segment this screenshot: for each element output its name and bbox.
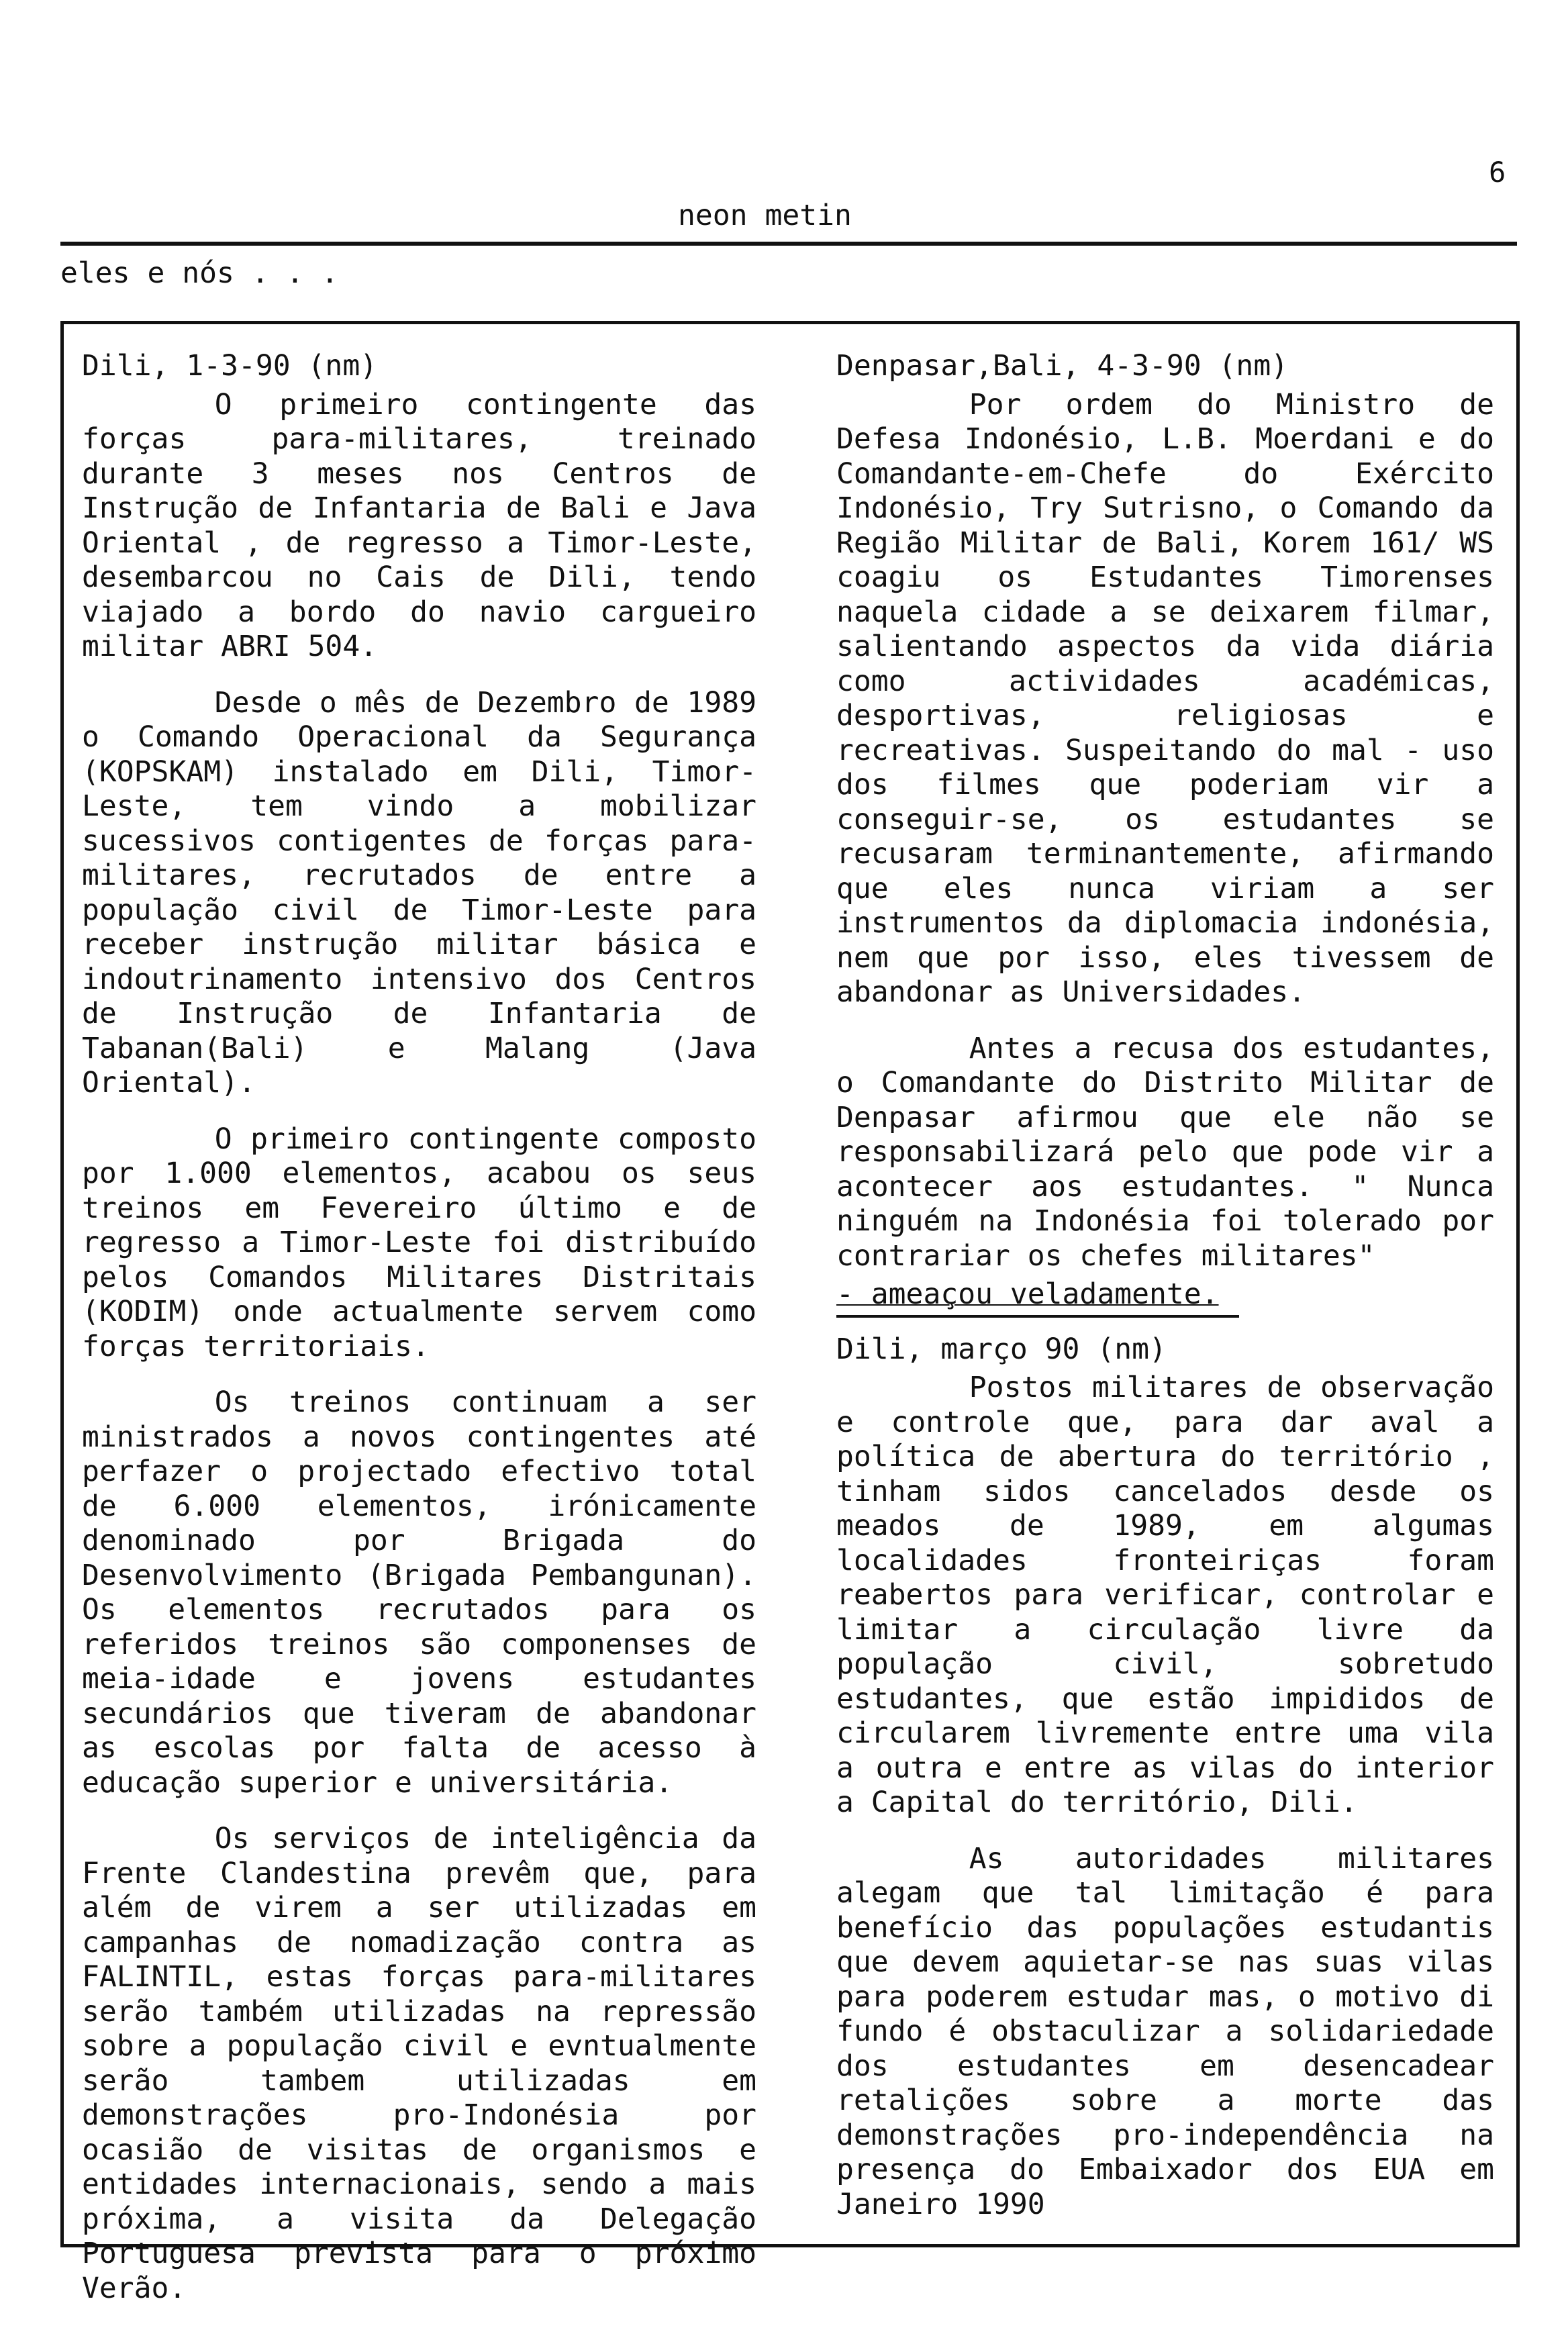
dateline: Denpasar,Bali, 4-3-90 (nm)	[836, 349, 1289, 383]
header-rule	[60, 242, 1517, 246]
publication-title: neon metin	[678, 199, 852, 232]
paragraph: Os treinos continuam a ser ministrados a novos contingentes até perfazer o projectado efectivo total de 6.000 elementos, irónicamente denominado por Brigada do Desenvolvimento (Brigada Pembangunan). Os elementos recrutados para os referidos treinos são componenses de meia-idade e jovens estudantes secundários que tiveram de abandonar as escolas por falta de acesso à educação superior e universitária.	[82, 1385, 756, 1800]
closing-line: - ameaçou veladamente.	[836, 1277, 1219, 1311]
paragraph: As autoridades militares alegam que tal limitação é para benefício das populações estudantis que devem aquietar-se nas suas vilas para poderem estudar mas, o motivo di fundo é obstaculizar a solidariedade dos estudantes em desencadear retalições sobre a morte das demonstrações pro-independência na presença do Embaixador dos EUA em Janeiro 1990	[836, 1841, 1494, 2221]
dateline: Dili, março 90 (nm)	[836, 1332, 1167, 1366]
left-column	[82, 349, 756, 2327]
paragraph: Antes a recusa dos estudantes, o Comandante do Distrito Militar de Denpasar afirmou que ele não se responsabilizará pelo que pode vir a acontecer aos estudantes. " Nunca ninguém na Indonésia foi tolerado por contrariar os chefes militares"	[836, 1031, 1494, 1273]
section-title: eles e nós . . .	[60, 256, 339, 290]
paragraph: Os serviços de inteligência da Frente Clandestina prevêm que, para além de virem a ser utilizadas em campanhas de nomadização contra as FALINTIL, estas forças para-militares serão também utilizadas na repressão sobre a população civil e evntualmente serão tambem utilizadas em demonstrações pro-Indonésia por ocasião de visitas de organismos e entidades internacionais, sendo a mais próxima, a visita da Delegação Portuguesa prevista para o próximo Verão.	[82, 1822, 756, 2305]
paragraph: Postos militares de observação e controle que, para dar aval a política de abertura do território , tinham sidos cancelados desde os meados de 1989, em algumas localidades fronteiriças foram reabertos para verificar, controlar e limitar a circulação livre da população civil, sobretudo estudantes, que estão impididos de circularem livremente entre uma vila a outra e entre as vilas do interior a Capital do território, Dili.	[836, 1371, 1494, 1819]
dateline: Dili, 1-3-90 (nm)	[82, 349, 378, 383]
paragraph: O primeiro contingente das forças para-militares, treinado durante 3 meses nos Centros de Instrução de Infantaria de Bali e Java Oriental , de regresso a Timor-Leste, desembarcou no Cais de Dili, tendo viajado a bordo do navio cargueiro militar ABRI 504.	[82, 387, 756, 663]
page-number: 6	[1489, 156, 1506, 189]
article-separator	[836, 1315, 1239, 1318]
paragraph: O primeiro contingente composto por 1.000 elementos, acabou os seus treinos em Fevereiro último e de regresso a Timor-Leste foi distribuído pelos Comandos Militares Distritais (KODIM) onde actualmente servem como forças territoriais.	[82, 1122, 756, 1363]
paragraph: Desde o mês de Dezembro de 1989 o Comando Operacional da Segurança (KOPSKAM) instalado em Dili, Timor-Leste, tem vindo a mobilizar sucessivos contigentes de forças para-militares, recrutados de entre a população civil de Timor-Leste para receber instrução militar básica e indoutrinamento intensivo dos Centros de Instrução de Infantaria de Tabanan(Bali) e Malang (Java Oriental).	[82, 685, 756, 1100]
paragraph: Por ordem do Ministro de Defesa Indonésio, L.B. Moerdani e do Comandante-em-Chefe do Exército Indonésio, Try Sutrisno, o Comando da Região Militar de Bali, Korem 161/ WS coagiu os Estudantes Timorenses naquela cidade a se deixarem filmar, salientando aspectos da vida diária como actividades académicas, desportivas, religiosas e recreativas. Suspeitando do mal - uso dos filmes que poderiam vir a conseguir-se, os estudantes se recusaram terminantemente, afirmando que eles nunca viriam a ser instrumentos da diplomacia indonésia, nem que por isso, eles tivessem de abandonar as Universidades.	[836, 387, 1494, 1009]
right-column	[836, 349, 1494, 2243]
